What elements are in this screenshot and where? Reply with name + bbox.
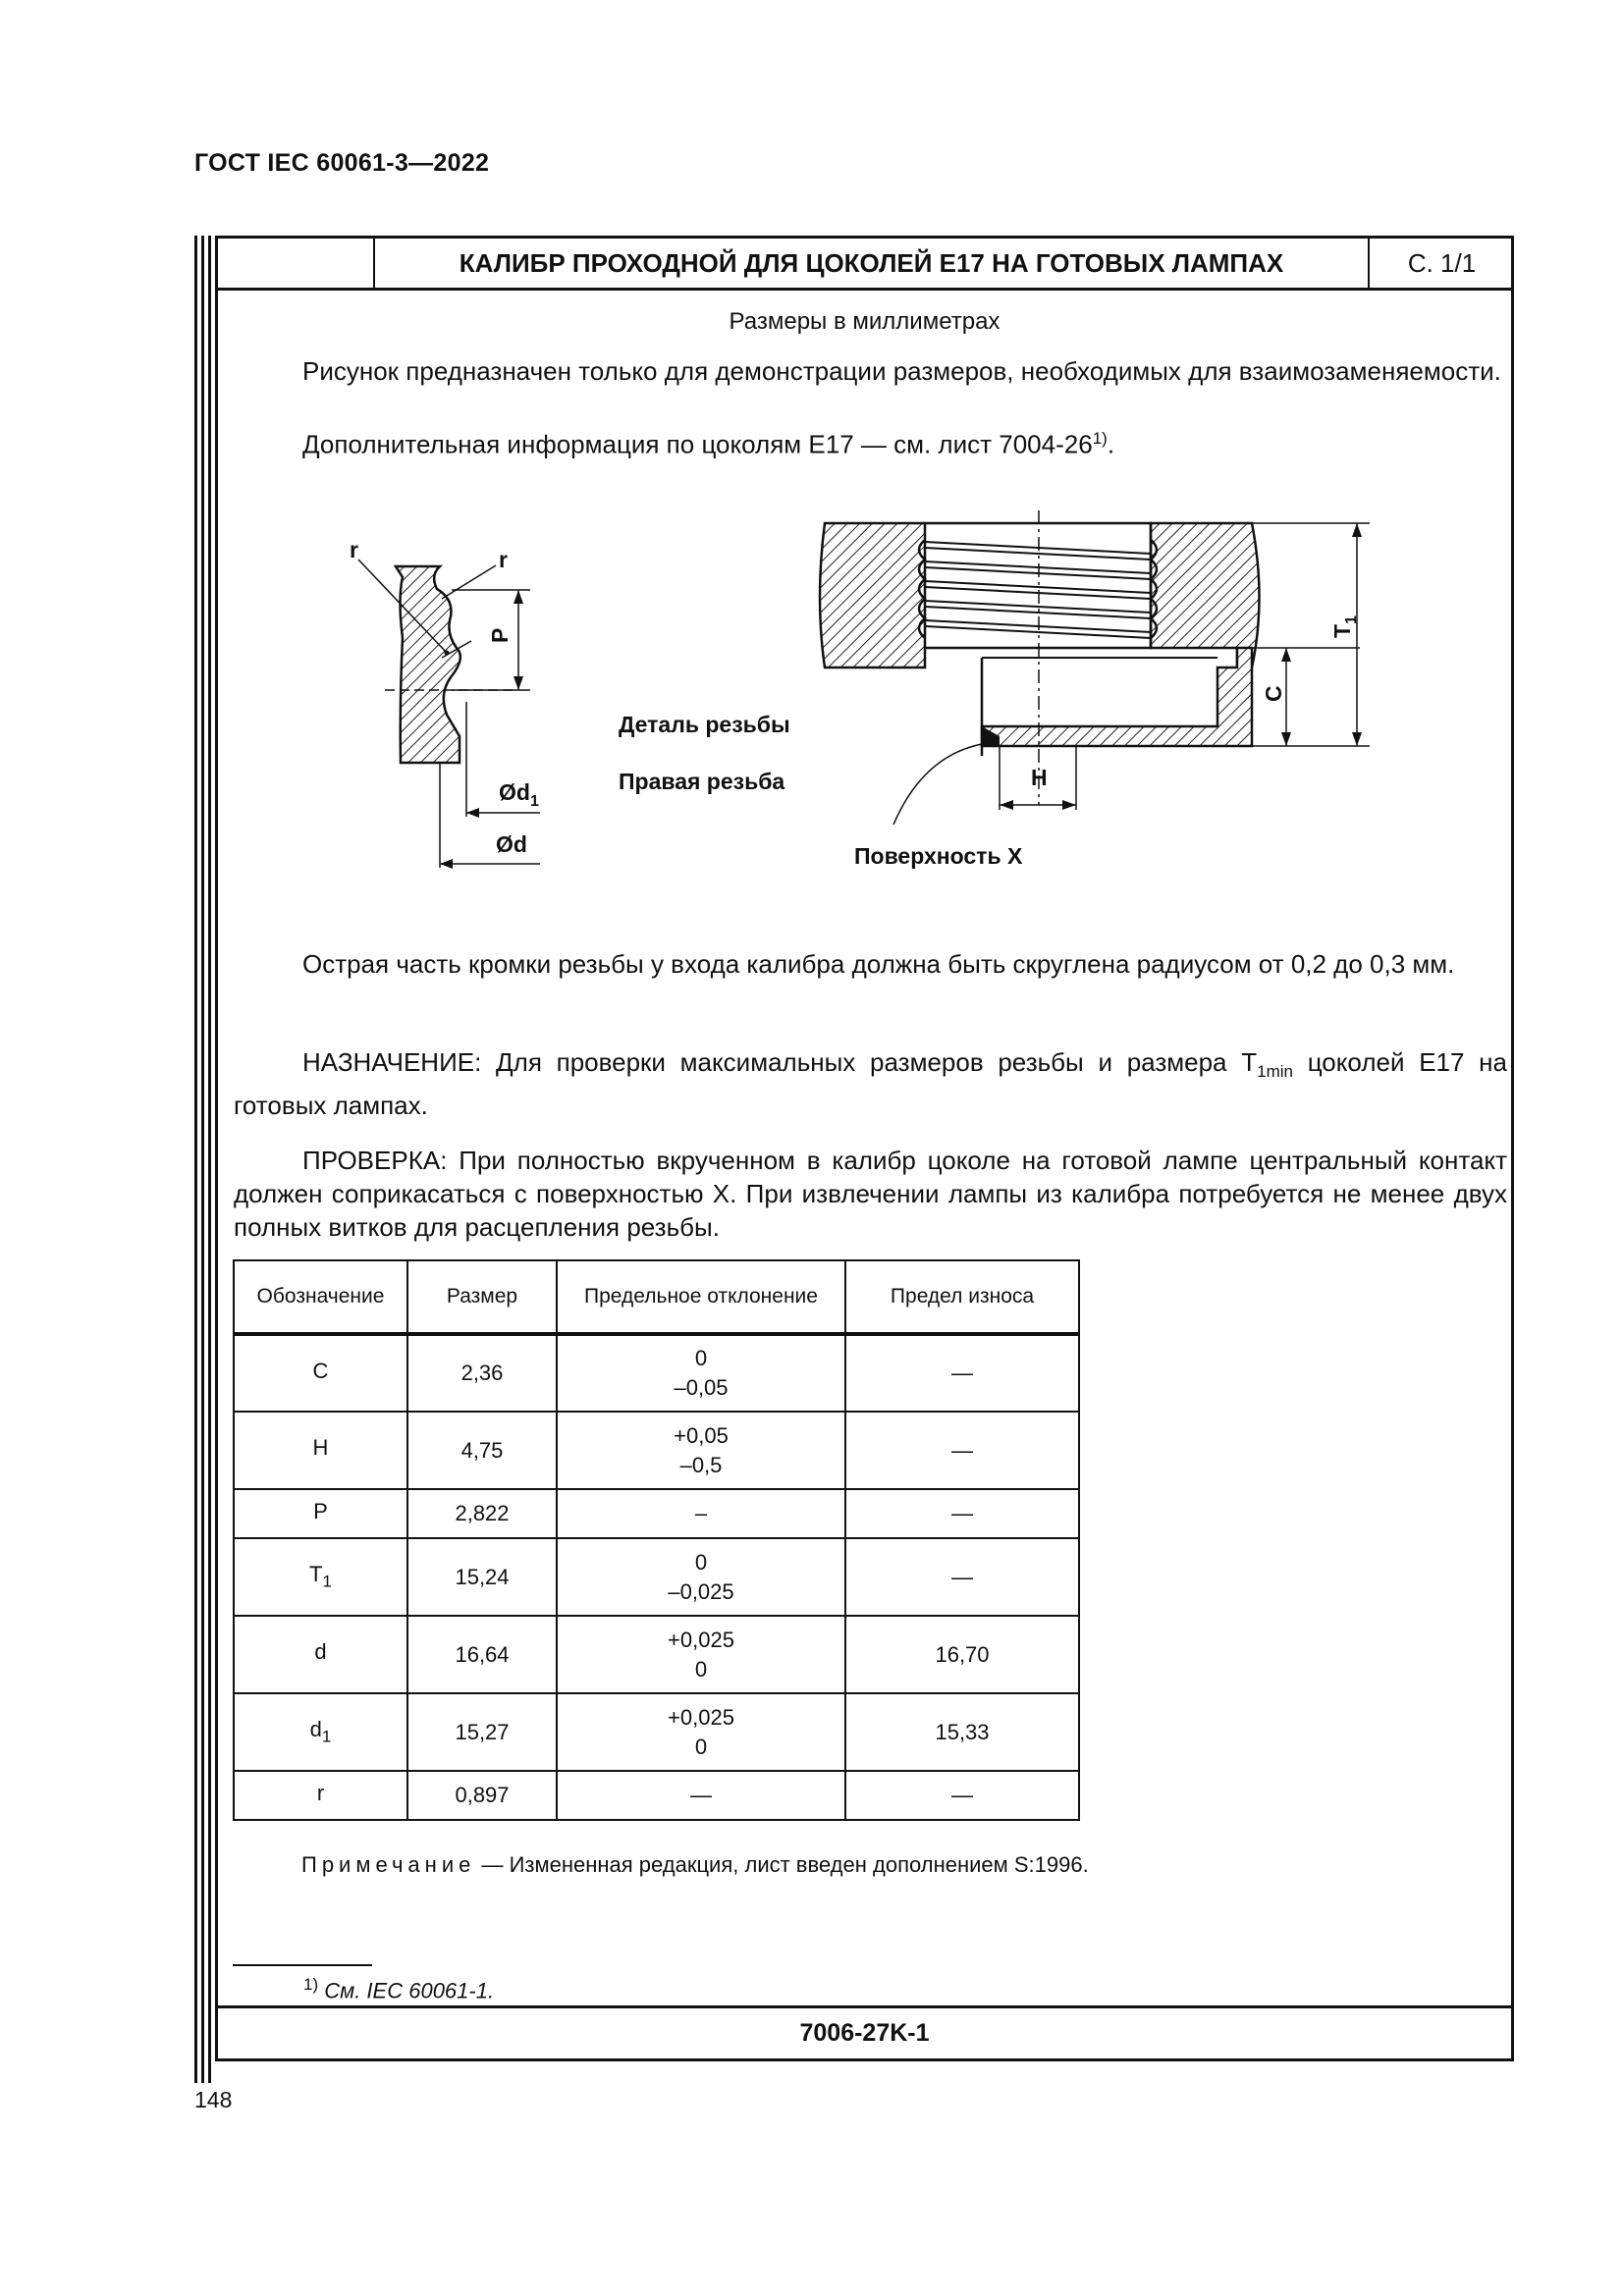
cell-designation: $d_1$ <box>234 1693 407 1771</box>
cell-size: 15,27 <box>407 1693 557 1771</box>
cell-designation: d <box>234 1616 407 1693</box>
table-row <box>234 1538 1079 1616</box>
purpose-paragraph <box>234 1045 1507 1122</box>
right-thread-caption: Правая резьба <box>619 769 785 794</box>
pitch-label: P <box>487 627 513 643</box>
header-size: Размер <box>407 1260 557 1334</box>
gauge-section <box>820 510 1370 825</box>
purpose-sub: 1min <box>1257 1062 1293 1082</box>
cell-size: 2,822 <box>407 1489 557 1538</box>
surface-x-label: Поверхность X <box>854 843 1023 869</box>
footnote-text: См. IEC 60061-1. <box>318 1978 495 2003</box>
cell-size: 2,36 <box>407 1334 557 1412</box>
cell-wear: — <box>845 1771 1079 1820</box>
minor-diameter-sub: 1 <box>529 793 539 810</box>
table-header-row <box>234 1260 1079 1334</box>
cell-wear: — <box>845 1489 1079 1538</box>
check-text: ПРОВЕРКА: При полностью вкрученном в калибр цоколе на готовой лампе центральный контакт должен соприкасаться с поверхностью X. При извлечении лампы из калибра потребуется не менее двух полных витков для расцепления резьбы. <box>234 1146 1507 1242</box>
table-row <box>234 1412 1079 1489</box>
table-row <box>234 1771 1079 1820</box>
cell-size: 4,75 <box>407 1412 557 1489</box>
minor-diameter-symbol: Ød <box>499 779 530 805</box>
cell-designation: $T_1$ <box>234 1538 407 1616</box>
footnote <box>303 1975 494 2003</box>
height-label: H <box>1031 765 1048 790</box>
table-row <box>234 1489 1079 1538</box>
purpose-text: НАЗНАЧЕНИЕ: Для проверки максимальных размеров резьбы и размера T <box>302 1047 1258 1077</box>
thread-detail-caption: Деталь резьбы <box>619 712 790 737</box>
minor-diameter-label <box>499 779 539 810</box>
sheet-number: С. 1/1 <box>1368 239 1514 288</box>
header-deviation: Предельное отклонение <box>557 1260 845 1334</box>
major-diameter-label: Ød <box>496 831 527 857</box>
radius-label-left: r <box>350 537 358 562</box>
cell-wear: 15,33 <box>845 1693 1079 1771</box>
title-empty-cell <box>218 239 375 288</box>
units-caption: Размеры в миллиметрах <box>729 308 1001 335</box>
thread-length-label <box>1329 615 1360 638</box>
cell-size: 0,897 <box>407 1771 557 1820</box>
gauge-drawing <box>295 501 1404 888</box>
cell-wear: — <box>845 1412 1079 1489</box>
table-row <box>234 1693 1079 1771</box>
cell-wear: — <box>845 1538 1079 1616</box>
footnote-ref: 1) <box>1092 429 1108 448</box>
cell-designation: P <box>234 1489 407 1538</box>
document-header: ГОСТ IEC 60061-3—2022 <box>194 149 490 177</box>
page-number: 148 <box>194 2087 233 2112</box>
cell-deviation: 0 –0,05 <box>557 1334 845 1412</box>
cell-deviation: 0 –0,025 <box>557 1538 845 1616</box>
intro-text: Рисунок предназначен только для демонстрации размеров, необходимых для взаимозаменяемости. <box>302 356 1501 386</box>
thread-profile <box>358 560 540 869</box>
sheet-code: 7006-27K-1 <box>218 2005 1511 2058</box>
cell-size: 15,24 <box>407 1538 557 1616</box>
extra-info-paragraph <box>302 422 1481 461</box>
table-row <box>234 1616 1079 1693</box>
radius-label-right: r <box>499 547 508 572</box>
purpose-text-end: цоколей Е17 на готовых лампах. <box>234 1047 1507 1121</box>
extra-info-text: Дополнительная информация по цоколям Е17 — см. лист 7004-26 <box>302 429 1093 459</box>
note <box>301 1852 1089 1878</box>
note-text: — Измененная редакция, лист введен дополнением S:1996. <box>475 1852 1089 1877</box>
table-row <box>234 1334 1079 1412</box>
title-block <box>218 239 1511 291</box>
cell-deviation: +0,025 0 <box>557 1616 845 1693</box>
cell-deviation: +0,025 0 <box>557 1693 845 1771</box>
cell-wear: 16,70 <box>845 1616 1079 1693</box>
edge-note-paragraph <box>234 947 1507 981</box>
footnote-mark: 1) <box>303 1975 319 1994</box>
cell-designation: r <box>234 1771 407 1820</box>
cell-size: 16,64 <box>407 1616 557 1693</box>
margin-rule <box>208 236 211 2083</box>
intro-paragraph <box>234 354 1507 388</box>
cell-deviation: +0,05 –0,5 <box>557 1412 845 1489</box>
cell-designation: C <box>234 1334 407 1412</box>
extra-info-end: . <box>1107 429 1115 459</box>
dimensions-table <box>233 1259 1080 1821</box>
cell-wear: — <box>845 1334 1079 1412</box>
cell-designation: H <box>234 1412 407 1489</box>
edge-note-text: Острая часть кромки резьбы у входа калибра должна быть скруглена радиусом от 0,2 до 0,3 мм. <box>302 949 1455 979</box>
thread-length-sub: 1 <box>1343 615 1360 624</box>
depth-label: C <box>1261 685 1286 702</box>
margin-rule <box>201 236 204 2083</box>
margin-rule <box>194 236 197 2083</box>
cell-deviation: – <box>557 1489 845 1538</box>
thread-length-symbol: T <box>1329 623 1355 638</box>
header-wear-limit: Предел износа <box>845 1260 1079 1334</box>
footnote-separator <box>233 1964 372 1966</box>
header-designation: Обозначение <box>234 1260 407 1334</box>
cell-deviation: — <box>557 1771 845 1820</box>
sheet-title: КАЛИБР ПРОХОДНОЙ ДЛЯ ЦОКОЛЕЙ Е17 НА ГОТОВЫХ ЛАМПАХ <box>459 248 1284 278</box>
note-label: Примечание <box>301 1852 476 1877</box>
check-paragraph <box>234 1144 1507 1244</box>
